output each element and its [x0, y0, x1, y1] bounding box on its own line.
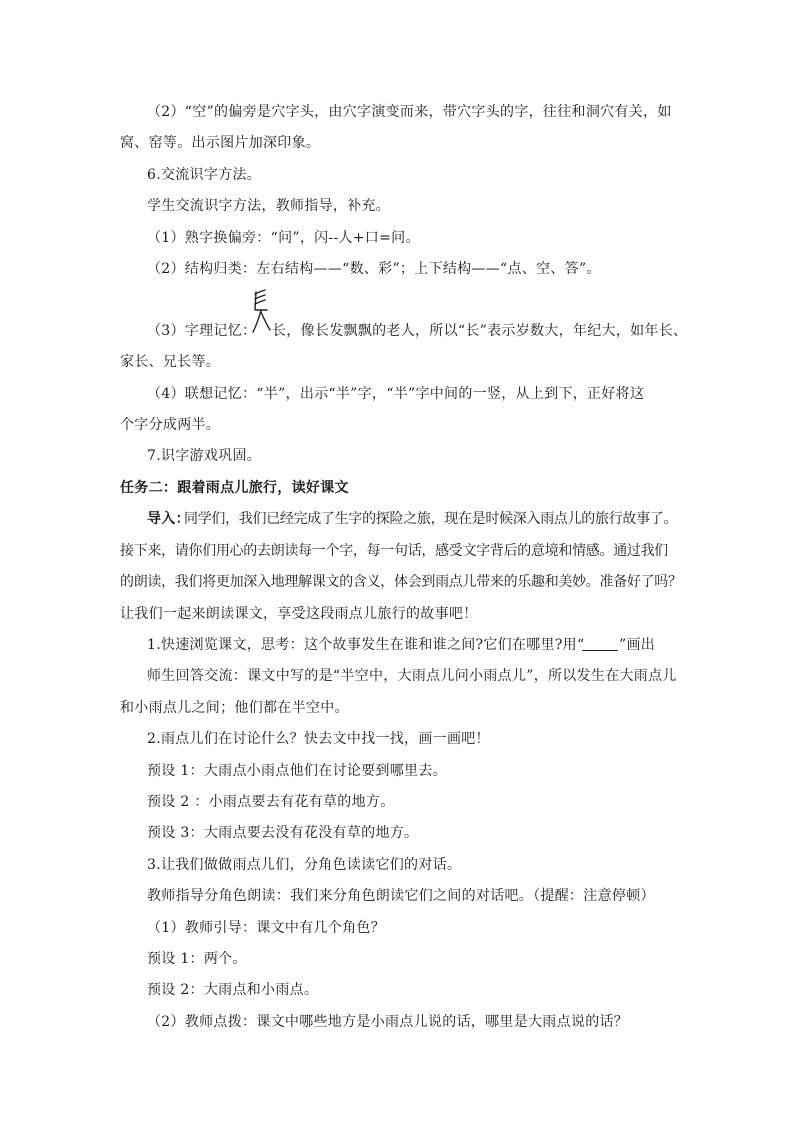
list-item: （2）结构归类：左右结构——“数、彩”；上下结构——“点、空、答”。	[147, 261, 601, 277]
paragraph-line: 同学们，我们已经完成了生字的探险之旅，现在是时候深入雨点儿的旅行故事了。	[184, 511, 678, 527]
paragraph-line: 家长、兄长等。	[120, 354, 221, 370]
paragraph-line: 个字分成两半。	[120, 417, 221, 433]
list-heading: 3.让我们做做雨点儿们，分角色读读它们的对话。	[147, 857, 462, 873]
list-item: 预设 1：大雨点小雨点他们在讨论要到哪里去。	[147, 763, 447, 779]
list-heading: 6.交流识字方法。	[147, 167, 262, 183]
paragraph-line: 师生回答交流：课文中写的是“半空中，大雨点儿问小雨点儿”，所以发生在大雨点儿	[147, 668, 677, 684]
paragraph-line: ”画出	[619, 637, 656, 653]
list-item: 预设 2 ：小雨点要去有花有草的地方。	[147, 794, 395, 810]
paragraph-line: 窝、窑等。出示图片加深印象。	[120, 135, 321, 151]
paragraph-line: （2）“空”的偏旁是穴字头，由穴字演变而来，带穴字头的字，往往和洞穴有关，如	[147, 104, 672, 120]
paragraph-line: 让我们一起来朗读课文，享受这段雨点儿旅行的故事吧！	[120, 606, 478, 622]
list-item: （3）字理记忆：	[147, 323, 257, 339]
list-item: （1）教师引导：课文中有几个角色？	[147, 920, 386, 936]
section-heading: 任务二：跟着雨点儿旅行，读好课文	[120, 480, 349, 496]
paragraph-line: 长，像长发飘飘的老人，所以“长”表示岁数大，年纪大，如年长、	[272, 323, 688, 339]
underline-blank	[582, 650, 618, 651]
list-item: （4）联想记忆：“半”，出示“半”字，“半”字中间的一竖，从上到下，正好将这	[147, 386, 645, 402]
paragraph-line: 和小雨点儿之间；他们都在半空中。	[120, 700, 349, 716]
paragraph-line: 的朗读，我们将更加深入地理解课文的含义，体会到雨点儿带来的乐趣和美妙。准备好了吗？	[120, 574, 682, 590]
list-heading: 2.雨点儿们在讨论什么？快去文中找一找，画一画吧！	[147, 731, 490, 747]
list-item: 预设 2：大雨点和小雨点。	[147, 982, 319, 998]
intro-label: 导入：	[147, 511, 190, 527]
list-heading: 1.快速浏览课文，思考：这个故事发生在谁和谁之间?它们在哪里?用“	[147, 637, 585, 653]
paragraph-line: 教师指导分角色朗读：我们来分角色朗读它们之间的对话吧。（提醒：注意停顿）	[147, 888, 655, 904]
list-heading: 7.识字游戏巩固。	[147, 448, 262, 464]
list-item: （1）熟字换偏旁：“问”，闪--人+口=问。	[147, 230, 420, 246]
list-item: 预设 3：大雨点要去没有花没有草的地方。	[147, 825, 419, 841]
paragraph-line: 学生交流识字方法，教师指导，补充。	[147, 198, 391, 214]
list-item: 预设 1：两个。	[147, 951, 247, 967]
paragraph-line: 接下来，请你们用心的去朗读每一个字，每一句话，感受文字背后的意境和情感。通过我们	[120, 543, 668, 559]
list-item: （2）教师点拨：课文中哪些地方是小雨点儿说的话，哪里是大雨点说的话？	[147, 1014, 629, 1030]
